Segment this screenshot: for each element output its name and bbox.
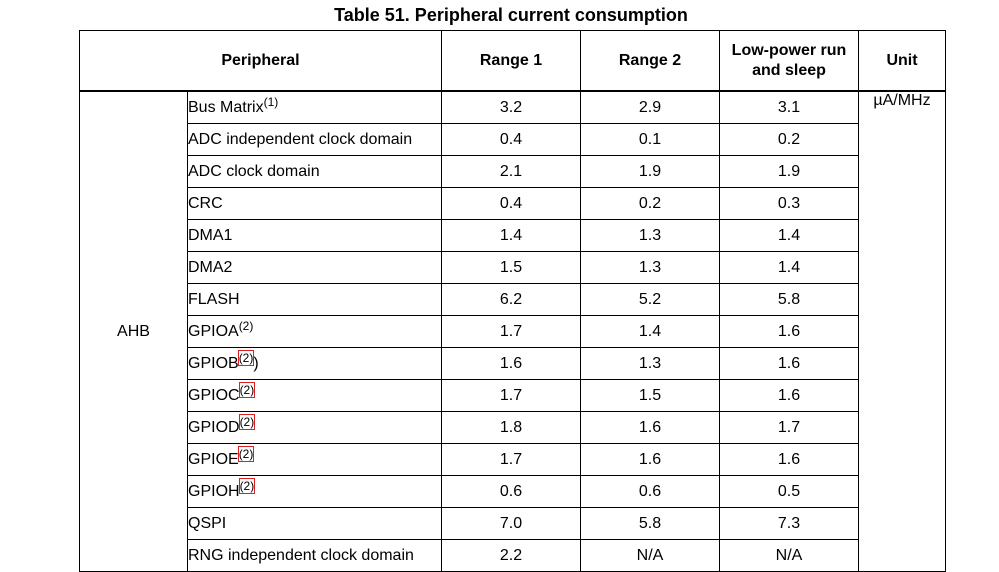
peripheral-name: Bus Matrix$^{(1)}$ [188,91,442,124]
range2-value: 2.9 [581,91,720,124]
range2-value: N/A [581,540,720,572]
peripheral-name: FLASH [188,284,442,316]
footnote-ref[interactable]: (2) [238,446,254,461]
lowpower-value: 5.8 [720,284,859,316]
range2-value: 1.9 [581,156,720,188]
header-range1: Range 1 [442,31,581,92]
header-row [80,31,946,92]
range2-value: 1.6 [581,444,720,476]
range2-value: 1.6 [581,412,720,444]
range1-value: 1.7 [442,316,581,348]
peripheral-name: GPIOD$^{(2)}$ [188,412,442,444]
peripheral-name: DMA1 [188,220,442,252]
lowpower-value: 1.9 [720,156,859,188]
peripheral-name: GPIOH$^{(2)}$ [188,476,442,508]
peripheral-name: RNG independent clock domain [188,540,442,572]
range1-value: 0.6 [442,476,581,508]
lowpower-value: 0.3 [720,188,859,220]
range2-value: 1.3 [581,348,720,380]
lowpower-value: 1.6 [720,380,859,412]
unit-cell: µA/MHz [859,91,946,572]
range1-value: 0.4 [442,188,581,220]
range1-value: 2.1 [442,156,581,188]
table-row [80,444,946,476]
range2-value: 1.3 [581,220,720,252]
range2-value: 0.2 [581,188,720,220]
lowpower-value: 1.4 [720,252,859,284]
table-row [80,380,946,412]
header-lowpower-label: Low-power run and sleep [731,41,847,79]
range1-value: 1.5 [442,252,581,284]
peripheral-name: GPIOE$^{(2)}$ [188,444,442,476]
range1-value: 2.2 [442,540,581,572]
range1-value: 1.4 [442,220,581,252]
table-row [80,252,946,284]
footnote-ref[interactable]: (2) [239,382,255,397]
range1-value: 1.7 [442,380,581,412]
peripheral-name: DMA2 [188,252,442,284]
range1-value: 1.6 [442,348,581,380]
table-row [80,124,946,156]
lowpower-value: N/A [720,540,859,572]
table-row [80,540,946,572]
peripheral-name: ADC clock domain [188,156,442,188]
table-row [80,91,946,124]
lowpower-value: 7.3 [720,508,859,540]
peripheral-name: GPIOA$^{(2)}$ [188,316,442,348]
peripheral-current-table [79,30,946,572]
lowpower-value: 1.6 [720,316,859,348]
group-cell-ahb: AHB [80,91,188,572]
range1-value: 7.0 [442,508,581,540]
table-title: Table 51. Peripheral current consumption [334,5,688,25]
table-row [80,316,946,348]
range2-value: 5.8 [581,508,720,540]
footnote-ref[interactable]: (2) [238,350,254,365]
footnote-ref[interactable]: (2) [239,414,255,429]
table-row [80,348,946,380]
header-lowpower [720,31,859,92]
footnote-ref[interactable]: (2) [239,478,255,493]
table-row [80,156,946,188]
lowpower-value: 0.5 [720,476,859,508]
header-unit: Unit [859,31,946,92]
header-range2: Range 2 [581,31,720,92]
peripheral-name: QSPI [188,508,442,540]
table-row [80,188,946,220]
table-row [80,412,946,444]
table-row [80,284,946,316]
range2-value: 0.6 [581,476,720,508]
peripheral-name: CRC [188,188,442,220]
lowpower-value: 3.1 [720,91,859,124]
range1-value: 1.8 [442,412,581,444]
range2-value: 1.5 [581,380,720,412]
table-row [80,508,946,540]
table-row [80,220,946,252]
range1-value: 6.2 [442,284,581,316]
lowpower-value: 1.4 [720,220,859,252]
footnote-ref[interactable]: (1) [263,94,279,109]
range1-value: 0.4 [442,124,581,156]
header-peripheral: Peripheral [80,31,442,92]
range1-value: 1.7 [442,444,581,476]
range2-value: 5.2 [581,284,720,316]
footnote-ref[interactable]: (2) [238,318,254,333]
range1-value: 3.2 [442,91,581,124]
range2-value: 1.3 [581,252,720,284]
lowpower-value: 0.2 [720,124,859,156]
peripheral-name: GPIOB$^{(2)}$) [188,348,442,380]
lowpower-value: 1.6 [720,348,859,380]
peripheral-name: ADC independent clock domain [188,124,442,156]
peripheral-name: GPIOC$^{(2)}$ [188,380,442,412]
lowpower-value: 1.7 [720,412,859,444]
table-row [80,476,946,508]
range2-value: 0.1 [581,124,720,156]
range2-value: 1.4 [581,316,720,348]
lowpower-value: 1.6 [720,444,859,476]
